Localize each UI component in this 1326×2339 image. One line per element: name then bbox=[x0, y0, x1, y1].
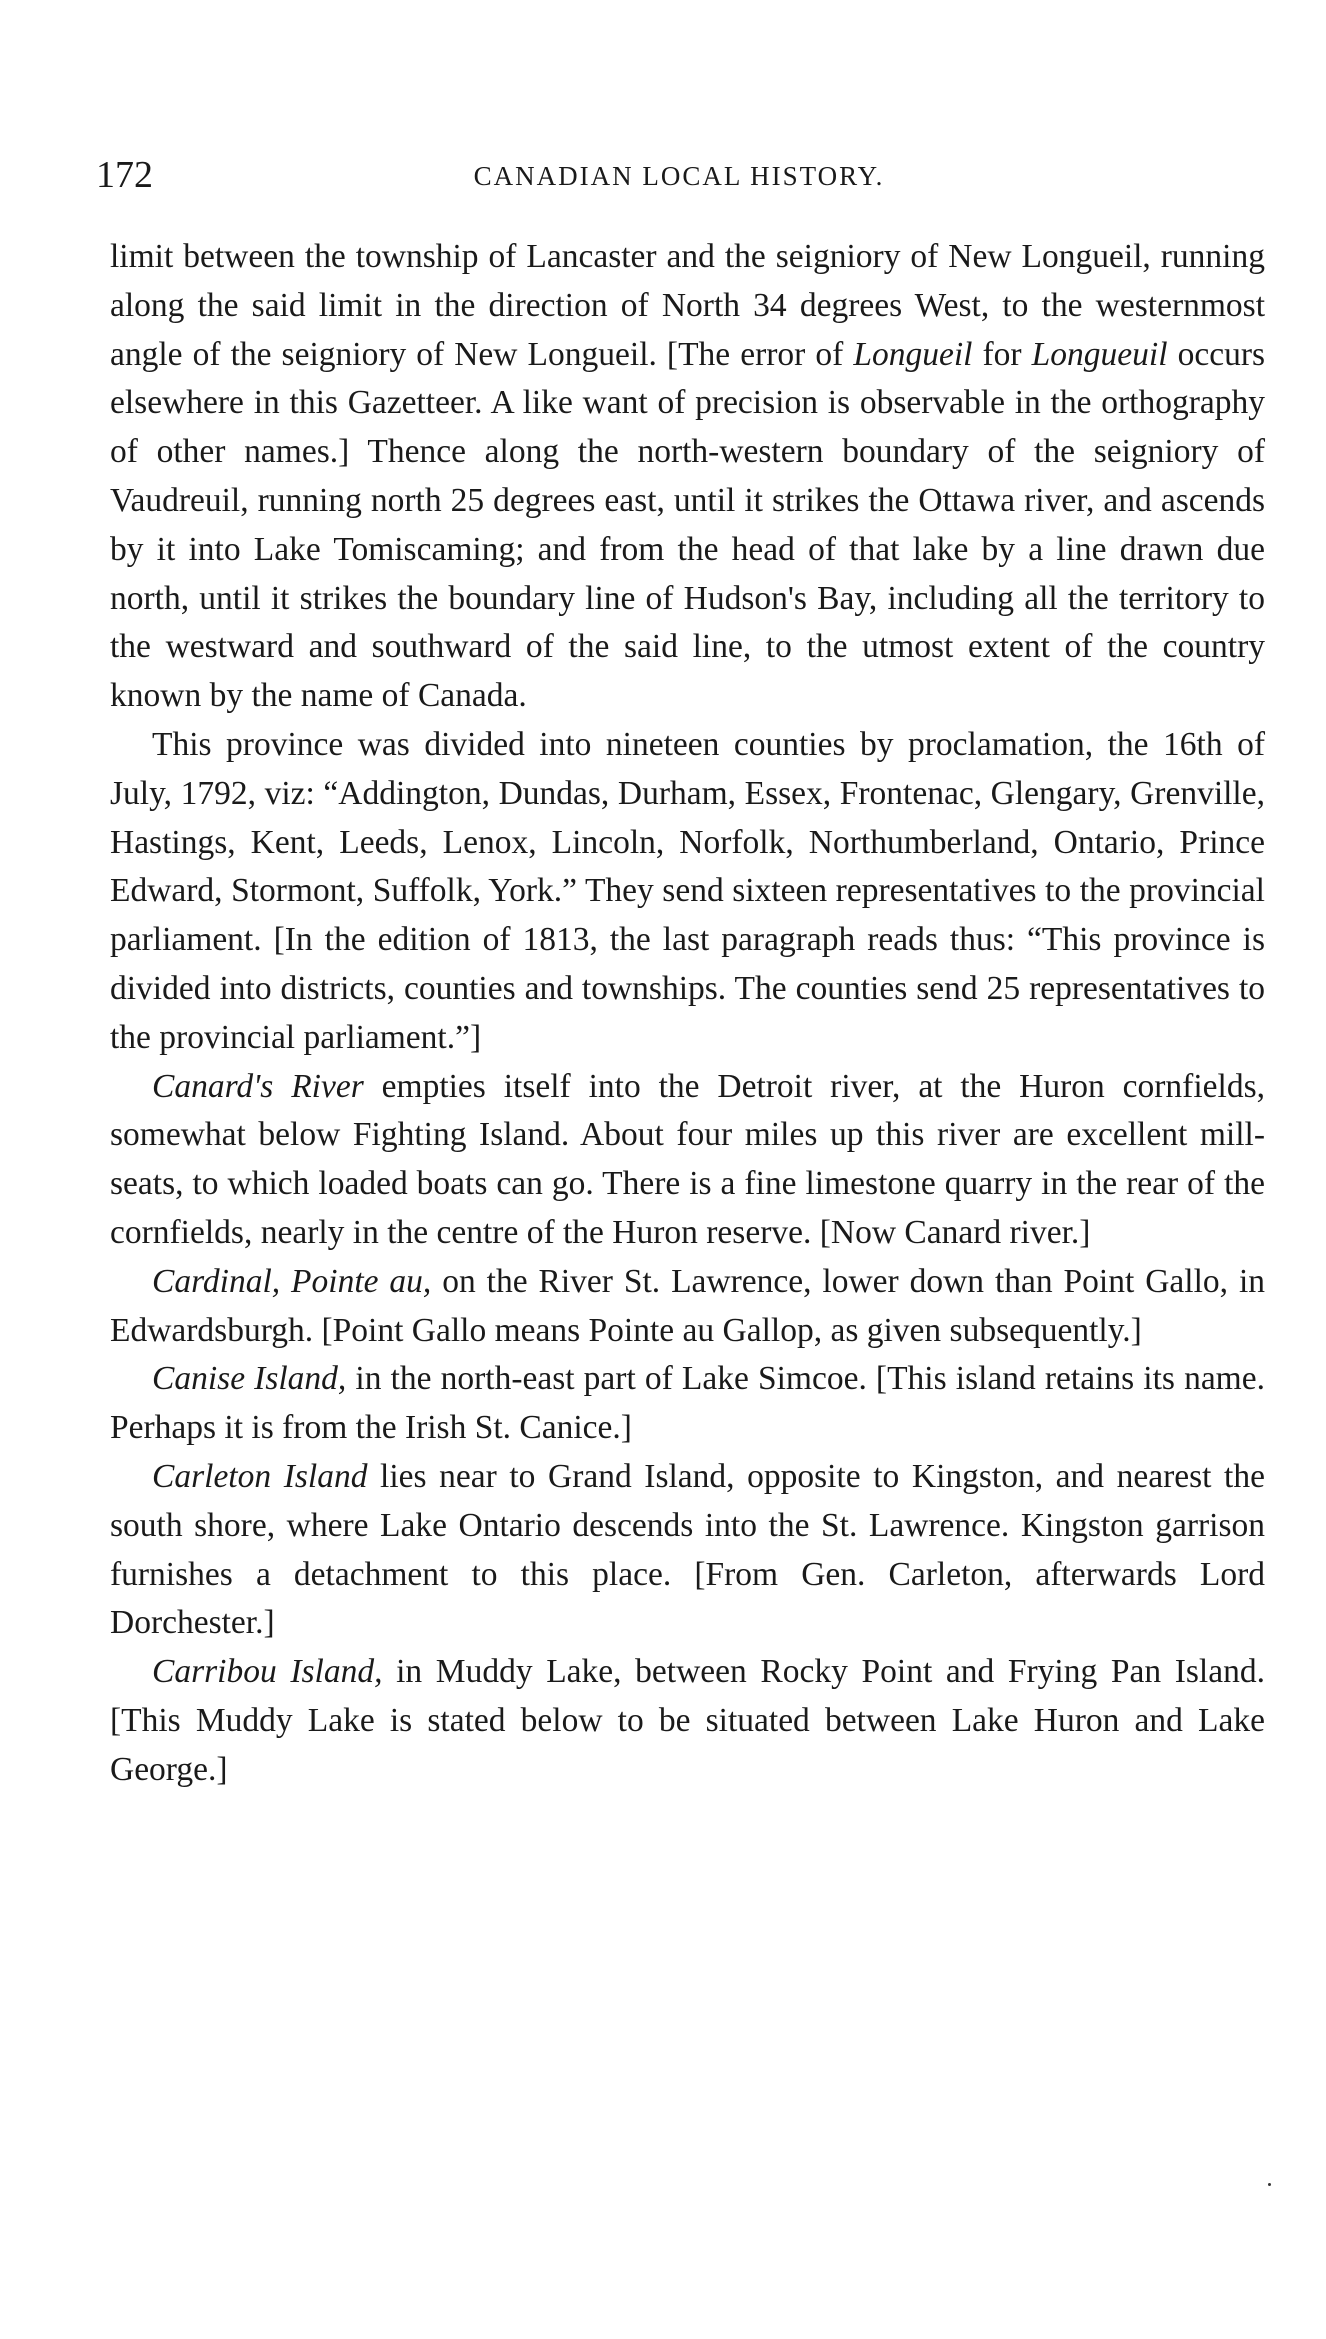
paragraph-text: occurs elsewhere in this Gazetteer. A like want of precision is observable in the orthography of other names.] Thence along the north-western boundary of the seigniory of Vaudreuil, running north 25 degrees east, until it strikes the Ottawa river, and ascends by it into Lake Tomiscaming; and from the head of that lake by a line drawn due north, until it strikes the boundary line of Hudson's Bay, including all the territory to the westward and southward of the said line, to the utmost extent of the country known by the name of Canada. bbox=[110, 335, 1266, 715]
entry-cardinal bbox=[110, 1258, 1265, 1356]
running-title: CANADIAN LOCAL HISTORY. bbox=[473, 161, 885, 191]
entry-text: empties itself into the Detroit river, at the Huron cornfields, somewhat below Fighting Island. About four miles up this river are excellent mill-seats, to which loaded boats can go. There is a fine limestone quarry in the rear of the cornfields, nearly in the centre of the Huron reserve. [Now Canard river.] bbox=[110, 1067, 1265, 1251]
entry-heading: Carribou Island, bbox=[152, 1653, 383, 1691]
entry-carleton-island bbox=[110, 1453, 1265, 1648]
paragraph-text: limit between the township of Lancaster and the seigniory of New Longueil, running along the said limit in the direction of North 34 degrees West, to the westernmost angle of the seigniory of New Longueil. [The error of bbox=[110, 238, 1265, 373]
entry-text: on the River St. Lawrence, lower down than Point Gallo, in Edwardsburgh. [Point Gallo means Pointe au Gallop, as given subsequently.] bbox=[110, 1262, 1266, 1349]
page-number: 172 bbox=[96, 154, 153, 196]
entry-text: lies near to Grand Island, opposite to Kingston, and nearest the south shore, where Lake Ontario descends into the St. Lawrence. Kingston garrison furnishes a detachment to this place. [From Gen. Carleton, afterwards Lord Dorchester.] bbox=[110, 1457, 1265, 1642]
entry-carribou-island bbox=[110, 1648, 1265, 1794]
page-header bbox=[96, 150, 1262, 200]
entry-canards-river bbox=[110, 1063, 1265, 1258]
body-text bbox=[110, 233, 1265, 1795]
entry-heading: Canise Island, bbox=[152, 1360, 347, 1398]
entry-heading: Canard's River bbox=[152, 1067, 364, 1105]
entry-heading: Carleton Island bbox=[152, 1457, 368, 1495]
paragraph-text: This province was divided into nineteen counties by proclamation, the 16th of July, 1792, viz: “Addington, Dundas, Durham, Essex, Frontenac, Glengary, Grenville, Hastings, Kent, Leeds, Lenox, Lincoln, Norfolk, Northumberland, Ontario, Prince Edward, Stormont, Suffolk, York.” They send sixteen representatives to the provincial parliament. [In the edition of 1813, the last paragraph reads thus: “This province is divided into districts, counties and townships. The counties send 25 representatives to the provincial parliament.”] bbox=[110, 725, 1265, 1056]
entry-heading: Cardinal, Pointe au, bbox=[152, 1262, 432, 1300]
ink-speck bbox=[1268, 2183, 1271, 2186]
entry-text: in Muddy Lake, between Rocky Point and Frying Pan Island. [This Muddy Lake is stated below to be situated between Lake Huron and Lake George.] bbox=[110, 1653, 1265, 1788]
paragraph-continuation bbox=[110, 233, 1265, 721]
paragraph-text: for bbox=[972, 335, 1032, 373]
italic-term: Longueil bbox=[853, 335, 973, 373]
entry-text: in the north-east part of Lake Simcoe. [This island retains its name. Perhaps it is from the Irish St. Canice.] bbox=[110, 1360, 1265, 1447]
italic-term: Longueuil bbox=[1031, 335, 1168, 373]
paragraph-province bbox=[110, 721, 1265, 1063]
entry-canise-island bbox=[110, 1355, 1265, 1453]
